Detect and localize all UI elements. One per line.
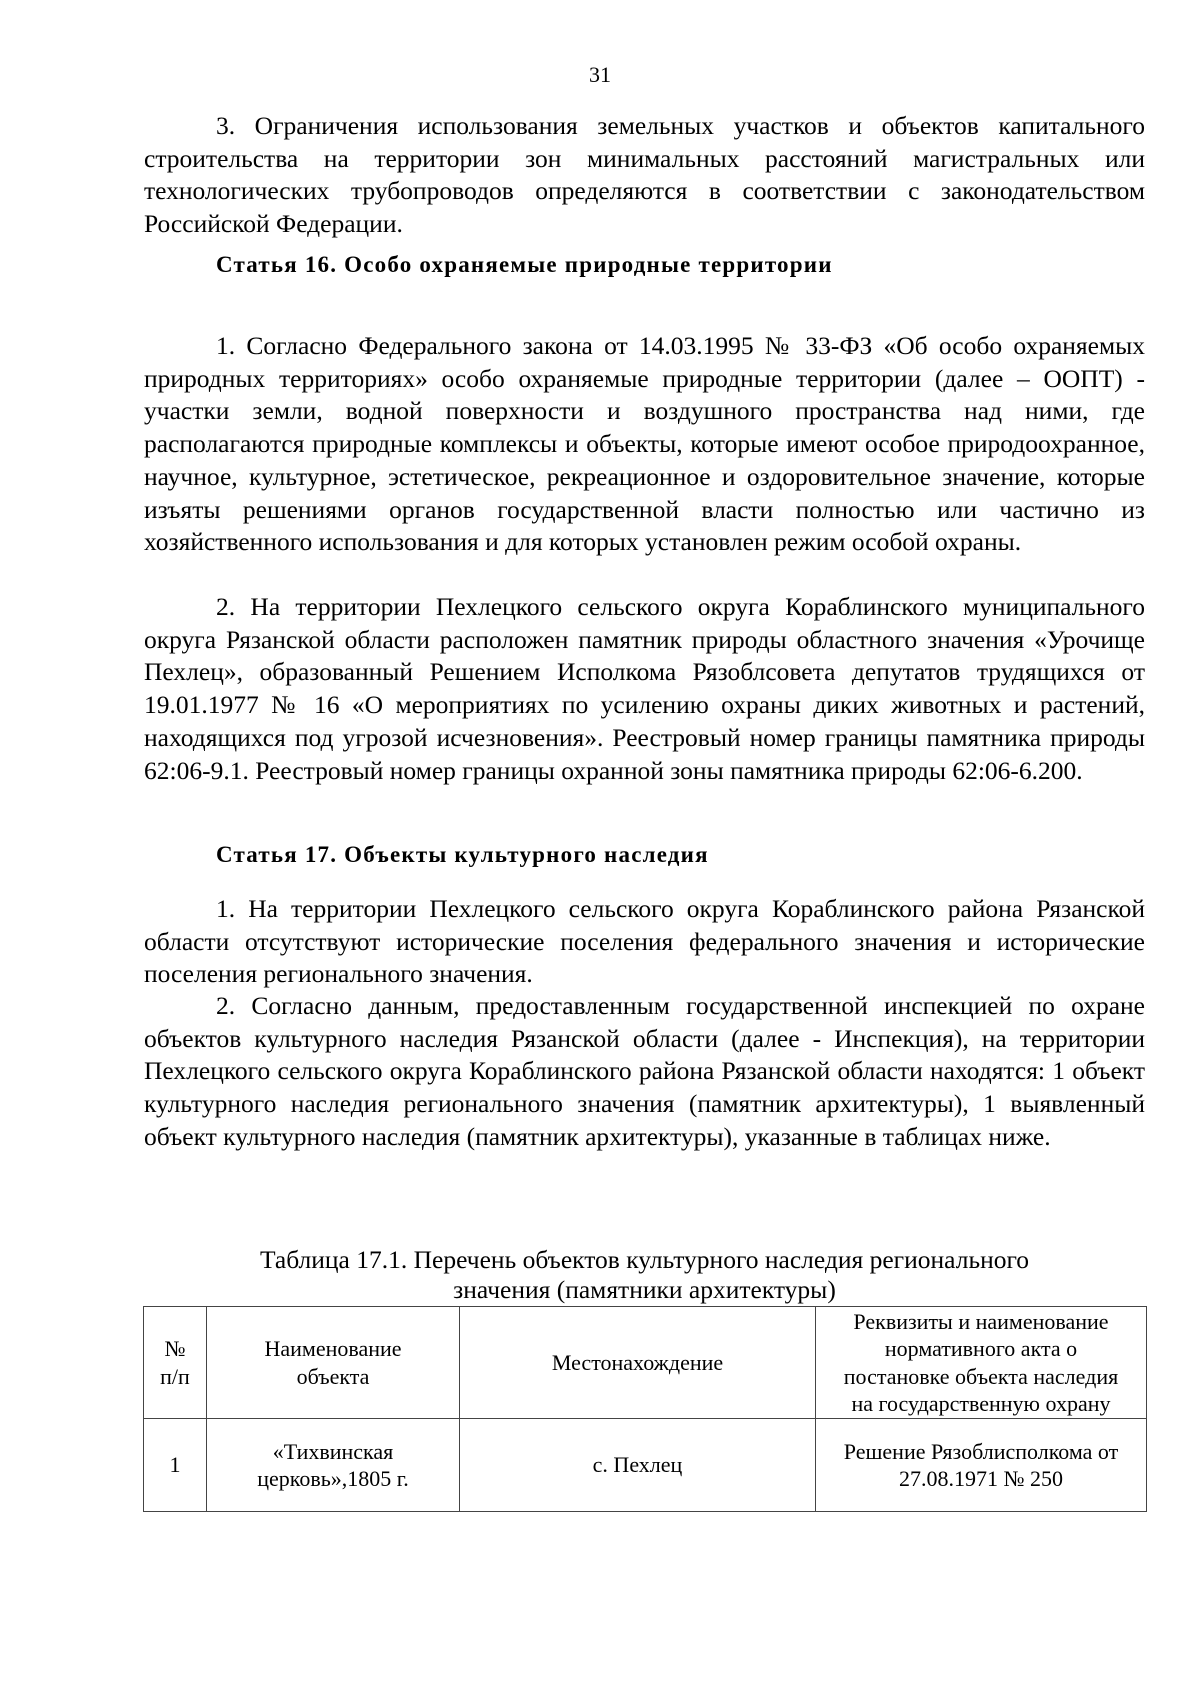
header-number-line-2: п/п [160,1363,190,1389]
article-17-heading: Статья 17. Объекты культурного наследия [216,842,709,867]
paragraph-heritage-objects: 2. Согласно данным, предоставленным государственной инспекцией по охране объектов культурного наследия Рязанской области (далее - Инспекция), на территории Пехлецкого сельского округа Кораблинского района Рязанской области находятся: 1 объект культурного наследия регионального значения (памятник архитектуры), 1 выявленный объект культурного наследия (памятник архитектуры), указанные в таблицах ниже. [144,991,1145,1151]
cell-object-name-line-1: «Тихвинская [272,1438,394,1464]
header-legal-act-line-2: нормативного акта о [884,1336,1078,1361]
cell-location-text: с. Пехлец [592,1452,683,1478]
header-object-name-line-1: Наименование [264,1336,402,1361]
table-caption-line-2: значения (памятники архитектуры) [453,1275,836,1304]
cell-legal-act-line-1: Решение Рязоблисполкома от [843,1438,1119,1464]
cell-object-name [207,1419,460,1512]
header-legal-act [816,1307,1147,1419]
header-object-name-line-2: объекта [296,1363,370,1389]
table-row [144,1419,1147,1512]
table-caption [144,1245,1145,1305]
header-location [460,1307,816,1419]
paragraph-nature-monument: 2. На территории Пехлецкого сельского округа Кораблинского муниципального округа Рязанской области расположен памятник природы областного значения «Урочище Пехлец», образованный Решением Исполкома Рязоблсовета депутатов трудящихся от 19.01.1977 № 16 «О мероприятиях по усилению охраны диких животных и растений, находящихся под угрозой исчезновения». Реестровый номер границы памятника природы 62:06-9.1. Реестровый номер границы охранной зоны памятника природы 62:06-6.200. [144,592,1145,785]
header-location-text: Местонахождение [551,1349,724,1375]
paragraph-historic-settlements: 1. На территории Пехлецкого сельского округа Кораблинского района Рязанской области отсутствуют исторические поселения федерального значения и исторические поселения регионального значения. [144,894,1145,989]
header-legal-act-line-3: постановке объекта наследия [843,1363,1119,1389]
paragraph-pipeline-restrictions: 3. Ограничения использования земельных участков и объектов капитального строительства на территории зон минимальных расстояний магистральных или технологических трубопроводов определяются в соответствии с законодательством Российской Федерации. [144,111,1145,239]
cell-legal-act [816,1419,1147,1512]
page-number: 31 [589,62,611,87]
article-16-heading: Статья 16. Особо охраняемые природные территории [216,252,833,277]
header-object-name [207,1307,460,1419]
heritage-objects-table [143,1306,1147,1512]
table-header-row [144,1307,1147,1419]
paragraph-oopt-definition: 1. Согласно Федерального закона от 14.03.1995 № 33-ФЗ «Об особо охраняемых природных территориях» особо охраняемые природные территории (далее – ООПТ) - участки земли, водной поверхности и воздушного пространства над ними, где располагаются природные комплексы и объекты, которые имеют особое природоохранное, научное, культурное, эстетическое, рекреационное и оздоровительное значение, которые изъяты решениями органов государственной власти полностью или частично из хозяйственного использования и для которых установлен режим особой охраны. [144,331,1145,557]
header-legal-act-line-4: на государственную охрану [851,1391,1111,1416]
header-legal-act-line-1: Реквизиты и наименование [853,1308,1109,1334]
header-number-line-1: № [164,1336,186,1361]
table-caption-line-1: Таблица 17.1. Перечень объектов культурного наследия регионального [259,1245,1030,1274]
cell-object-name-line-2: церковь»,1805 г. [257,1466,409,1491]
cell-legal-act-line-2: 27.08.1971 № 250 [899,1466,1063,1491]
header-number [144,1307,207,1419]
cell-number-text: 1 [169,1452,181,1478]
cell-location [460,1419,816,1512]
cell-number [144,1419,207,1512]
